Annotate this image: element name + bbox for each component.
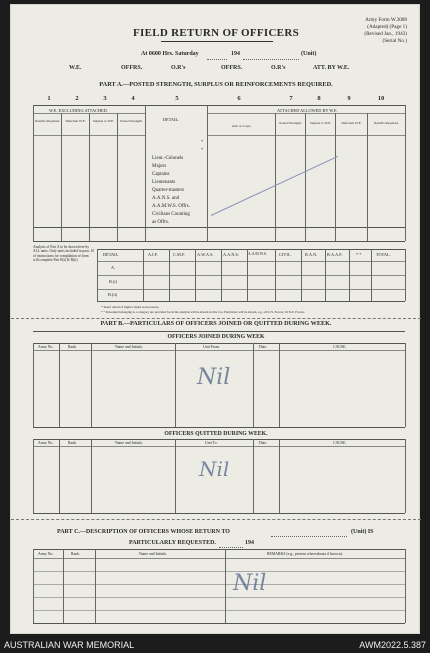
analysis-col-awas: A.W.A.S. [197, 252, 214, 257]
analysis-note: Analysis of Part A to be shown here by ALL units. Only units included in para. 10 of instructions for compilation of form will complete Part B(i) & B(ii). [33, 245, 95, 263]
joined-col-name: Name and Initials. [115, 345, 143, 349]
rank-list: Lieut.-Colonels Majors Captains Lieutenants Quarter-masters A.A.N.S. and A.A.M.W.S. Offrs. Civilians Counting as Offrs. [152, 156, 190, 225]
part-c-col-army-no: Army No. [38, 552, 54, 556]
analysis-col-civil: CIVIL. [279, 252, 292, 257]
we-label: W.E. [69, 65, 82, 71]
part-c-col-name: Name and Initials. [139, 552, 167, 556]
form-title: FIELD RETURN OF OFFICERS [132, 27, 299, 39]
att-ors-label: O.R's [271, 65, 286, 71]
quitted-title: OFFICERS QUITTED DURING WEEK. [164, 431, 268, 437]
col-arm-corps: Arm or Corps. [231, 124, 252, 128]
handwritten-nil-joined: Nil [197, 365, 231, 390]
joined-col-army-no: Army No. [38, 345, 54, 349]
report-year: 194 [231, 51, 240, 57]
analysis-row-a: A. [111, 265, 116, 270]
part-a-top-rule [33, 105, 405, 106]
part-c-title: PART C.—DESCRIPTION OF OFFICERS WHOSE RETURN TO [57, 529, 230, 535]
footnote-ranks: * Insert detail of higher ranks as necessary. [101, 305, 160, 309]
footnote-personnel: * * Personnel belonging to a category not provided for in the analysis will be shown in this Col. Particulars will be shown, e.g., 20 U.S. Forces; 10 N.E. Forces. [101, 310, 305, 314]
detail-header: DETAIL. [163, 117, 180, 122]
part-c-col-remarks: REMARKS (e.g., present whereabouts if known). [267, 552, 343, 556]
col-att-deficient: Deficient W.E. [341, 121, 362, 125]
quitted-col-army-no: Army No. [38, 441, 54, 445]
title-underline [161, 41, 273, 42]
part-a-title: PART A.—POSTED STRENGTH, SURPLUS OR REINFORCEMENTS REQUIRED. [99, 81, 333, 88]
unit-label: (Unit) [301, 51, 317, 57]
we-offrs-label: OFFRS. [121, 65, 143, 71]
col-att-posted: Posted Strength. [279, 121, 302, 125]
footer-archive-name: AUSTRALIAN WAR MEMORIAL [4, 640, 135, 650]
report-time: At 0600 Hrs. Saturday [141, 51, 199, 57]
analysis-col-aif: A.I.F. [148, 252, 158, 257]
col-posted-strength: Posted Strength. [120, 119, 143, 123]
quitted-col-cause: CAUSE. [333, 441, 347, 445]
handwritten-nil-quitted: Nil [199, 457, 230, 481]
quitted-col-unit-to: Unit To. [205, 441, 218, 445]
attached-allowed-header: ATTACHED ALLOWED BY W.E. [277, 108, 338, 113]
analysis-col-aamws: A.A.M.W.S. [248, 252, 267, 256]
col-att-surplus: Surplus to W.E. [309, 121, 332, 125]
analysis-row-bi: B.(i) [109, 279, 117, 284]
quitted-col-rank: Rank. [68, 441, 77, 445]
col-surplus: Surplus to W.E. [92, 119, 115, 123]
form-page: Army Form W.3008 (Adapted) (Page 1) (Revised Jan., 1943) (Serial No.) FIELD RETURN OF OFFICERS At 0600 Hrs. Saturday 194 (Unit) W.E. OFFRS. O.R's OFFRS. O.R's ATT. BY W.E. PART A.—POSTED STRENGTH, SURPLUS OR REINFORCEMENTS REQUIRED. 1 2 3 4 5 6 7 8 9 10 W.E. EXCLUDING ATTACHED. ATTACHED ALLOWED BY W.E. Reinf'ts Required. Deficient W.E. Surplus to W.E. Posted Strength. DETAIL. * * Arm or Corps. Posted Strength. Surplus to W.E. Deficient W.E. Reinf'ts Required. Lieut.-Colonels Majors Captains Lieutenants Quarter-masters A.A.N.S. and A.A.M.W.S. Offrs. Civilians Counting as Offrs. Analysis of Part A to be shown here by ALL units. Only units included in para. 10 of instructions for compilation of form will complete Part B(i) & B(ii). DETAIL. A.I.F. C.M.F. A.W.A.S. A.A.N.S. A.A.M.W.S. CIVIL. R.A.N. R.A.A.F. * * TOTAL. A. B.(i) B.(ii) * Insert detail of higher ranks as necessary. * * Personnel belonging to a category not provided for in the analysis will be shown in this Col. Particulars will be shown, e.g., 20 U.S. Forces; 10 N.E. Forces. PART B.—PARTICULARS OF OFFICERS JOINED OR QUITTED DURING WEEK. OFFICERS JOINED DURING WEEK Army No. Rank. Name and Initials. Unit From. Date. CAUSE. Nil OFFICERS QUITTED DURING WEEK. Army No. Rank. Name and Initials. Unit To. Date. CAUSE. Nil PART C.—DESCRIPTION OF OFFICERS WHOSE RETURN TO (Unit) IS PARTICULARLY REQUESTED. 194 Army No. Rank. Name and Initials. REMARKS (e.g., present whereabouts if known). Nil [10, 4, 420, 634]
col-att-reinf: Reinf'ts Required. [374, 121, 399, 125]
we-ors-label: O.R's [171, 65, 186, 71]
joined-col-rank: Rank. [68, 345, 77, 349]
att-offrs-label: OFFRS. [221, 65, 243, 71]
analysis-col-ran: R.A.N. [305, 252, 318, 257]
part-c-year: 194 [245, 540, 254, 546]
analysis-col-raaf: R.A.A.F. [327, 252, 343, 257]
quitted-col-date: Date. [259, 441, 268, 445]
joined-title: OFFICERS JOINED DURING WEEK [167, 334, 265, 340]
quitted-col-name: Name and Initials. [115, 441, 143, 445]
analysis-col-detail: DETAIL. [103, 252, 120, 257]
col-reinf-required: Reinf'ts Required. [35, 119, 60, 123]
part-c-requested: PARTICULARLY REQUESTED. [129, 540, 216, 546]
analysis-col-other: * * [356, 252, 362, 257]
analysis-col-aans: A.A.N.S. [223, 252, 239, 257]
col-deficient: Deficient W.E. [65, 119, 86, 123]
joined-col-unit-from: Unit From. [203, 345, 220, 349]
att-by-we-label: ATT. BY W.E. [313, 65, 350, 71]
analysis-col-total: TOTAL. [376, 252, 391, 257]
joined-col-cause: CAUSE. [333, 345, 347, 349]
form-identifier: Army Form W.3008 (Adapted) (Page 1) (Revised Jan., 1943) (Serial No.) [364, 17, 407, 44]
handwritten-nil-partc: Nil [233, 571, 267, 596]
joined-col-date: Date. [259, 345, 268, 349]
analysis-col-cmf: C.M.F. [173, 252, 185, 257]
part-c-col-rank: Rank. [71, 552, 80, 556]
we-excluding-header: W.E. EXCLUDING ATTACHED. [49, 108, 108, 113]
part-b-title: PART B.—PARTICULARS OF OFFICERS JOINED OR QUITTED DURING WEEK. [100, 320, 332, 327]
analysis-row-bii: B.(ii) [108, 292, 118, 297]
part-c-unit-is: (Unit) IS [351, 529, 374, 535]
footer-accession-number: AWM2022.5.387 [359, 640, 426, 650]
